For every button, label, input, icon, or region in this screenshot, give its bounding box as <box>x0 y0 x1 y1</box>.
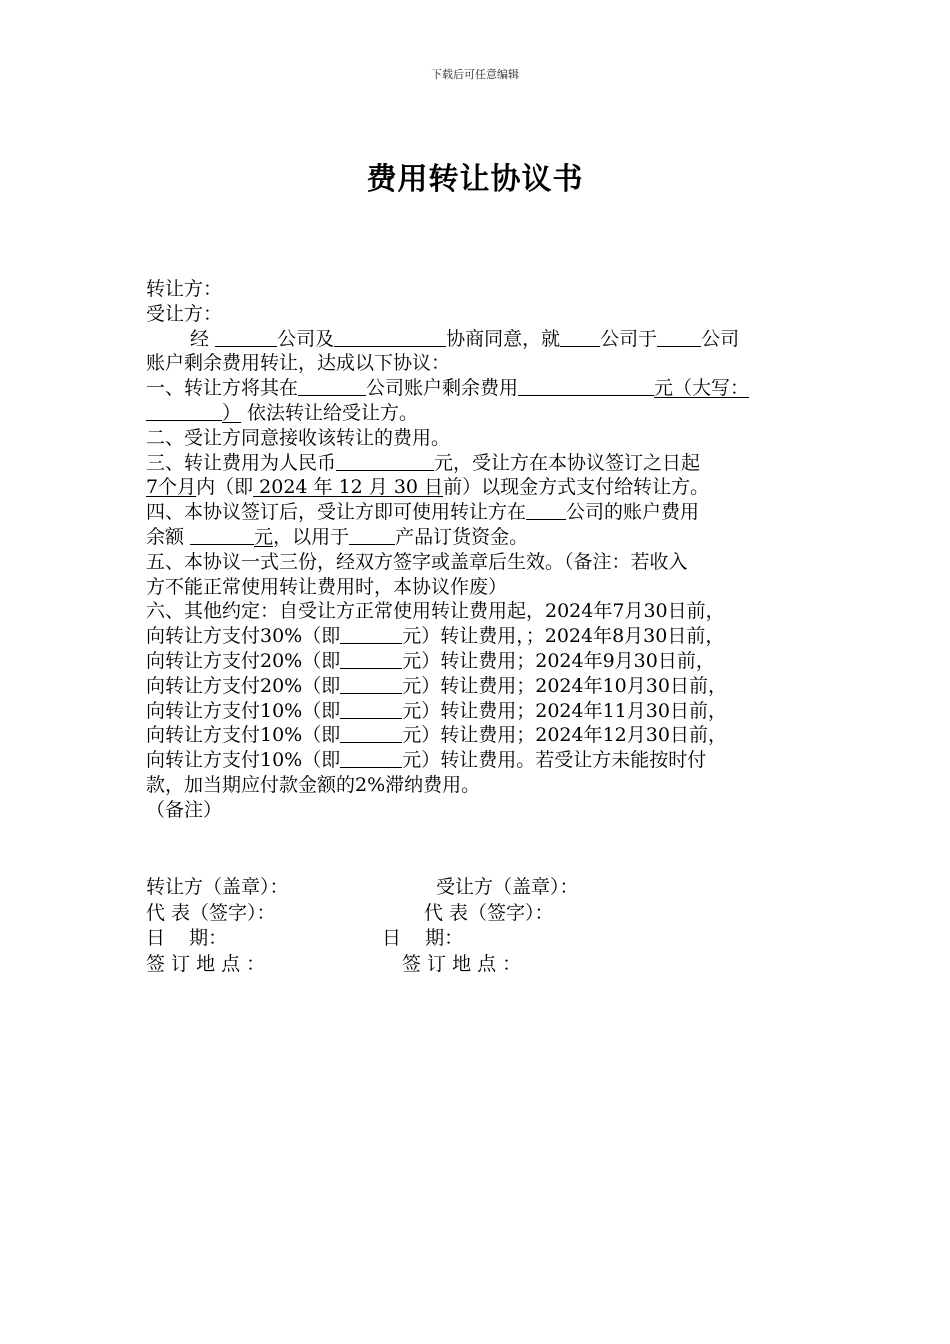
remark: （备注） <box>146 798 223 821</box>
transferor-line: 转让方： <box>146 278 223 300</box>
payment-3-text-a: 向转让方支付20%（即 <box>146 674 341 697</box>
transferor-seal-label: 转让方（盖章）： <box>146 876 289 898</box>
clause-1-text-a: 一、转让方将其在 <box>146 377 299 400</box>
document-title: 费用转让协议书 <box>366 162 584 197</box>
intro-text-5: 公司 <box>701 327 740 350</box>
clause-3-line-1 <box>146 451 836 476</box>
clause-6-payment-5 <box>146 723 836 748</box>
clause-1-text-d: ） <box>222 401 242 424</box>
transferee-place-label: 签 订 地 点 ： <box>402 952 522 975</box>
clause-4-text-c: 余额 <box>146 525 191 548</box>
blank-company-c[interactable] <box>560 328 600 347</box>
clause-6-late-fee: 款，加当期应付款金额的2%滞纳费用。 <box>146 773 481 796</box>
intro-text-3: 协商同意，就 <box>446 327 561 350</box>
agreement-body <box>146 277 836 823</box>
intro-text-4: 公司于 <box>600 327 658 350</box>
clause-6-line-1: 六、其他约定：自受让方正常使用转让费用起，2024年7月30日前， <box>146 600 725 623</box>
transferee-line: 受让方： <box>146 302 223 325</box>
blank-payment-3[interactable] <box>340 675 402 694</box>
clause-3-text-f: 前）以现金方式支付给转让方。 <box>443 476 710 499</box>
clause-4-text-e: ，以用于 <box>273 525 350 548</box>
clause-4-text-b: 公司的账户费用 <box>566 501 700 524</box>
clause-6-payment-1 <box>146 624 836 649</box>
blank-company-a[interactable] <box>215 328 277 347</box>
clause-4-yuan: 元 <box>254 525 274 548</box>
intro-line-2: 账户剩余费用转让，达成以下协议： <box>146 352 451 375</box>
clause-2: 二、受让方同意接收该转让的费用。 <box>146 426 451 449</box>
transferor-rep-label: 代 表（签字）： <box>146 901 276 924</box>
payment-3-text-b: 元）转让费用；2024年10月30日前， <box>402 674 727 697</box>
clause-6-payment-3 <box>146 674 836 699</box>
clause-5-line-2: 方不能正常使用转让费用时，本协议作废） <box>146 575 508 598</box>
payment-1-text-b: 元）转让费用，；2024年8月30日前， <box>402 625 725 648</box>
payment-6-text-a: 向转让方支付10%（即 <box>146 749 341 772</box>
blank-clause-1-uppercase[interactable] <box>146 402 222 421</box>
clause-3-line-2 <box>146 475 836 500</box>
intro-line <box>146 327 836 352</box>
blank-clause-1-amount[interactable] <box>518 377 654 396</box>
intro-text-1: 经 <box>190 327 210 350</box>
payment-4-text-b: 元）转让费用；2024年11月30日前， <box>402 699 727 722</box>
page-header-note: 下载后可任意编辑 <box>431 68 519 81</box>
clause-4-text-a: 四、本协议签订后，受让方即可使用转让方在 <box>146 501 527 524</box>
payment-2-text-b: 元）转让费用；2024年9月30日前， <box>402 649 715 672</box>
blank-clause-4-product[interactable] <box>349 526 395 545</box>
payment-6-text-b: 元）转让费用。若受让方未能按时付 <box>402 749 707 772</box>
clause-4-text-f: 产品订货资金。 <box>395 525 529 548</box>
transferee-seal-label: 受让方（盖章）： <box>436 876 579 898</box>
clause-4-line-2 <box>146 525 836 550</box>
intro-text-2: 公司及 <box>277 327 335 350</box>
transferor-place-label: 签 订 地 点 ： <box>146 952 266 975</box>
payment-2-text-a: 向转让方支付20%（即 <box>146 649 341 672</box>
clause-3-text-d: 内（即 <box>196 476 254 499</box>
blank-payment-5[interactable] <box>340 724 402 743</box>
blank-company-d[interactable] <box>657 328 701 347</box>
payment-4-text-a: 向转让方支付10%（即 <box>146 699 341 722</box>
clause-1-text-c: 元（大写： <box>654 377 750 400</box>
clause-3-text-b: 元，受让方在本协议签订之日起 <box>434 451 701 474</box>
payment-1-text-a: 向转让方支付30%（即 <box>146 625 341 648</box>
clause-1-line-1 <box>146 376 836 401</box>
clause-4-line-1 <box>146 500 836 525</box>
clause-6-payment-2 <box>146 649 836 674</box>
clause-3-term: 7个月 <box>146 476 197 499</box>
clause-6-payment-4 <box>146 699 836 724</box>
payment-5-text-b: 元）转让费用；2024年12月30日前， <box>402 724 727 747</box>
clause-6-payment-6 <box>146 748 836 773</box>
blank-payment-1[interactable] <box>340 625 402 644</box>
blank-payment-6[interactable] <box>340 749 402 768</box>
blank-clause-4-balance[interactable] <box>190 526 254 545</box>
blank-clause-4-company[interactable] <box>526 501 566 520</box>
blank-clause-3-amount[interactable] <box>336 452 434 471</box>
blank-clause-1-company[interactable] <box>298 377 366 396</box>
clause-5-line-1: 五、本协议一式三份，经双方签字或盖章后生效。（备注：若收入 <box>146 550 688 573</box>
blank-company-b[interactable] <box>334 328 446 347</box>
payment-5-text-a: 向转让方支付10%（即 <box>146 724 341 747</box>
clause-1-text-e: 依法转让给受让方。 <box>241 401 419 424</box>
clause-3-text-a: 三、转让费用为人民币 <box>146 451 337 474</box>
blank-payment-4[interactable] <box>340 700 402 719</box>
transferee-rep-label: 代 表（签字）： <box>424 901 554 924</box>
clause-1-text-b: 公司账户剩余费用 <box>366 377 519 400</box>
clause-3-date: 2024 年 12 月 30 日 <box>253 476 444 499</box>
clause-1-line-2 <box>146 401 836 426</box>
transferee-date-label: 日 期： <box>382 927 464 949</box>
transferor-date-label: 日 期： <box>146 927 228 949</box>
blank-payment-2[interactable] <box>340 650 402 669</box>
